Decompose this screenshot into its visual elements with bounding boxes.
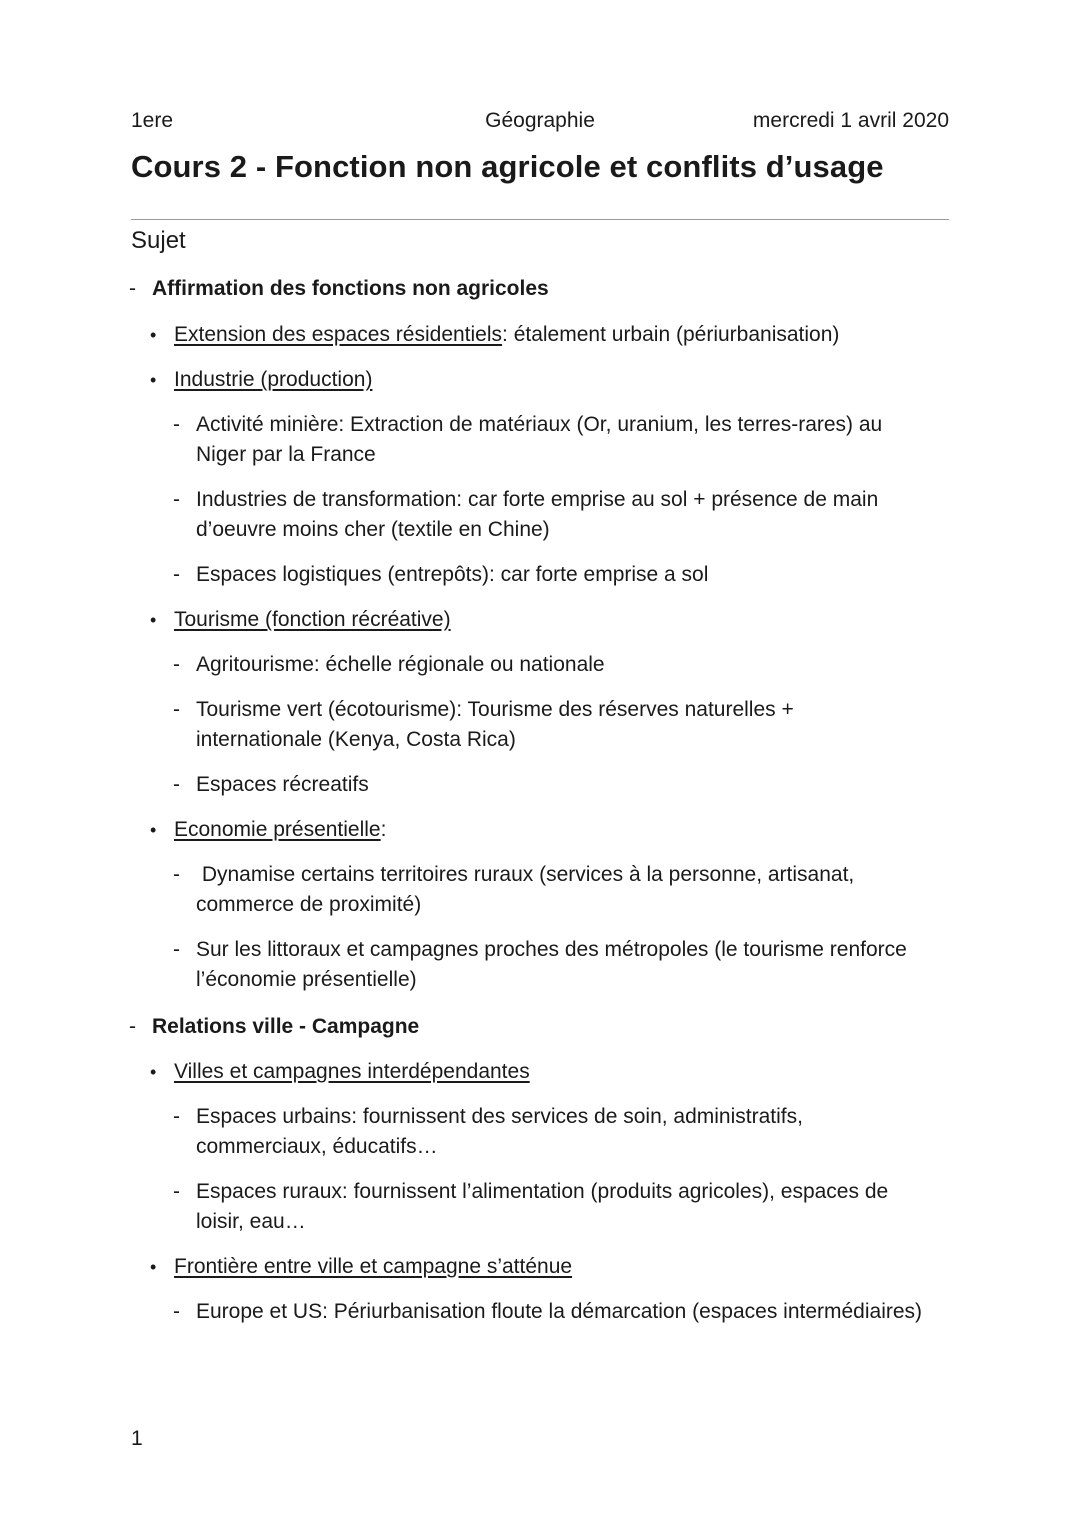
list-item <box>174 1252 572 1282</box>
sub-dash: - <box>173 773 180 796</box>
sub-item-continuation: Niger par la France <box>196 443 376 466</box>
sub-dash: - <box>173 938 180 961</box>
bullet-icon: • <box>150 370 157 390</box>
bullet-icon: • <box>150 610 157 630</box>
list-item <box>174 1057 530 1087</box>
list-item <box>174 815 386 845</box>
list-item-topic: Economie présentielle <box>174 818 381 841</box>
section-heading: Relations ville - Campagne <box>152 1015 420 1038</box>
bullet-icon: • <box>150 325 157 345</box>
list-item-topic: Villes et campagnes interdépendantes <box>174 1060 530 1083</box>
section-label: Sujet <box>131 227 186 254</box>
sub-item-text: Tourisme vert (écotourisme): Tourisme des réserves naturelles + <box>196 698 794 721</box>
sub-dash: - <box>173 653 180 676</box>
sub-item-continuation: commerciaux, éducatifs… <box>196 1135 438 1158</box>
sub-dash: - <box>173 698 180 721</box>
sub-item-text: Espaces logistiques (entrepôts): car forte emprise a sol <box>196 563 709 586</box>
list-item-topic: Industrie (production) <box>174 368 373 391</box>
section-dash: - <box>129 277 136 300</box>
list-item <box>174 605 451 635</box>
header-subject: Géographie <box>485 109 595 132</box>
header-level: 1ere <box>131 109 174 132</box>
bullet-icon: • <box>150 820 157 840</box>
sub-dash: - <box>173 1300 180 1323</box>
page-number: 1 <box>131 1427 143 1450</box>
sub-item-text: Espaces urbains: fournissent des services de soin, administratifs, <box>196 1105 803 1128</box>
list-item <box>174 365 372 395</box>
sub-item-text: Industries de transformation: car forte emprise au sol + présence de main <box>196 488 879 511</box>
bullet-icon: • <box>150 1062 157 1082</box>
sub-item-text: Activité minière: Extraction de matériaux (Or, uranium, les terres-rares) au <box>196 413 883 436</box>
sub-dash: - <box>173 863 180 886</box>
sub-dash: - <box>173 563 180 586</box>
header-date: mercredi 1 avril 2020 <box>752 109 949 132</box>
sub-dash: - <box>173 1180 180 1203</box>
sub-dash: - <box>173 488 180 511</box>
section-heading: Affirmation des fonctions non agricoles <box>152 277 549 300</box>
sub-item-text: Espaces ruraux: fournissent l’alimentation (produits agricoles), espaces de <box>196 1180 889 1203</box>
sub-dash: - <box>173 413 180 436</box>
page-title: Cours 2 - Fonction non agricole et conflits d’usage <box>131 149 884 184</box>
list-item-topic: Extension des espaces résidentiels <box>174 323 503 346</box>
list-item <box>174 320 839 350</box>
sub-item-continuation: internationale (Kenya, Costa Rica) <box>196 728 516 751</box>
list-item-topic: Tourisme (fonction récréative) <box>174 608 451 631</box>
sub-item-text: Espaces récreatifs <box>196 773 369 796</box>
sub-dash: - <box>173 1105 180 1128</box>
sub-item-text: Dynamise certains territoires ruraux (services à la personne, artisanat, <box>196 863 855 886</box>
sub-item-continuation: d’oeuvre moins cher (textile en Chine) <box>196 518 550 541</box>
section-dash: - <box>129 1015 136 1038</box>
sub-item-continuation: commerce de proximité) <box>196 893 422 916</box>
list-item-text: : <box>380 818 387 841</box>
sub-item-continuation: l’économie présentielle) <box>196 968 417 991</box>
sub-item-continuation: loisir, eau… <box>196 1210 306 1233</box>
title-divider <box>131 219 949 220</box>
list-item-text: : étalement urbain (périurbanisation) <box>502 323 840 346</box>
sub-item-text: Agritourisme: échelle régionale ou nationale <box>196 653 605 676</box>
sub-item-text: Sur les littoraux et campagnes proches des métropoles (le tourisme renforce <box>196 938 907 961</box>
sub-item-text: Europe et US: Périurbanisation floute la démarcation (espaces intermédiaires) <box>196 1300 923 1323</box>
list-item-topic: Frontière entre ville et campagne s’atténue <box>174 1255 573 1278</box>
bullet-icon: • <box>150 1257 157 1277</box>
